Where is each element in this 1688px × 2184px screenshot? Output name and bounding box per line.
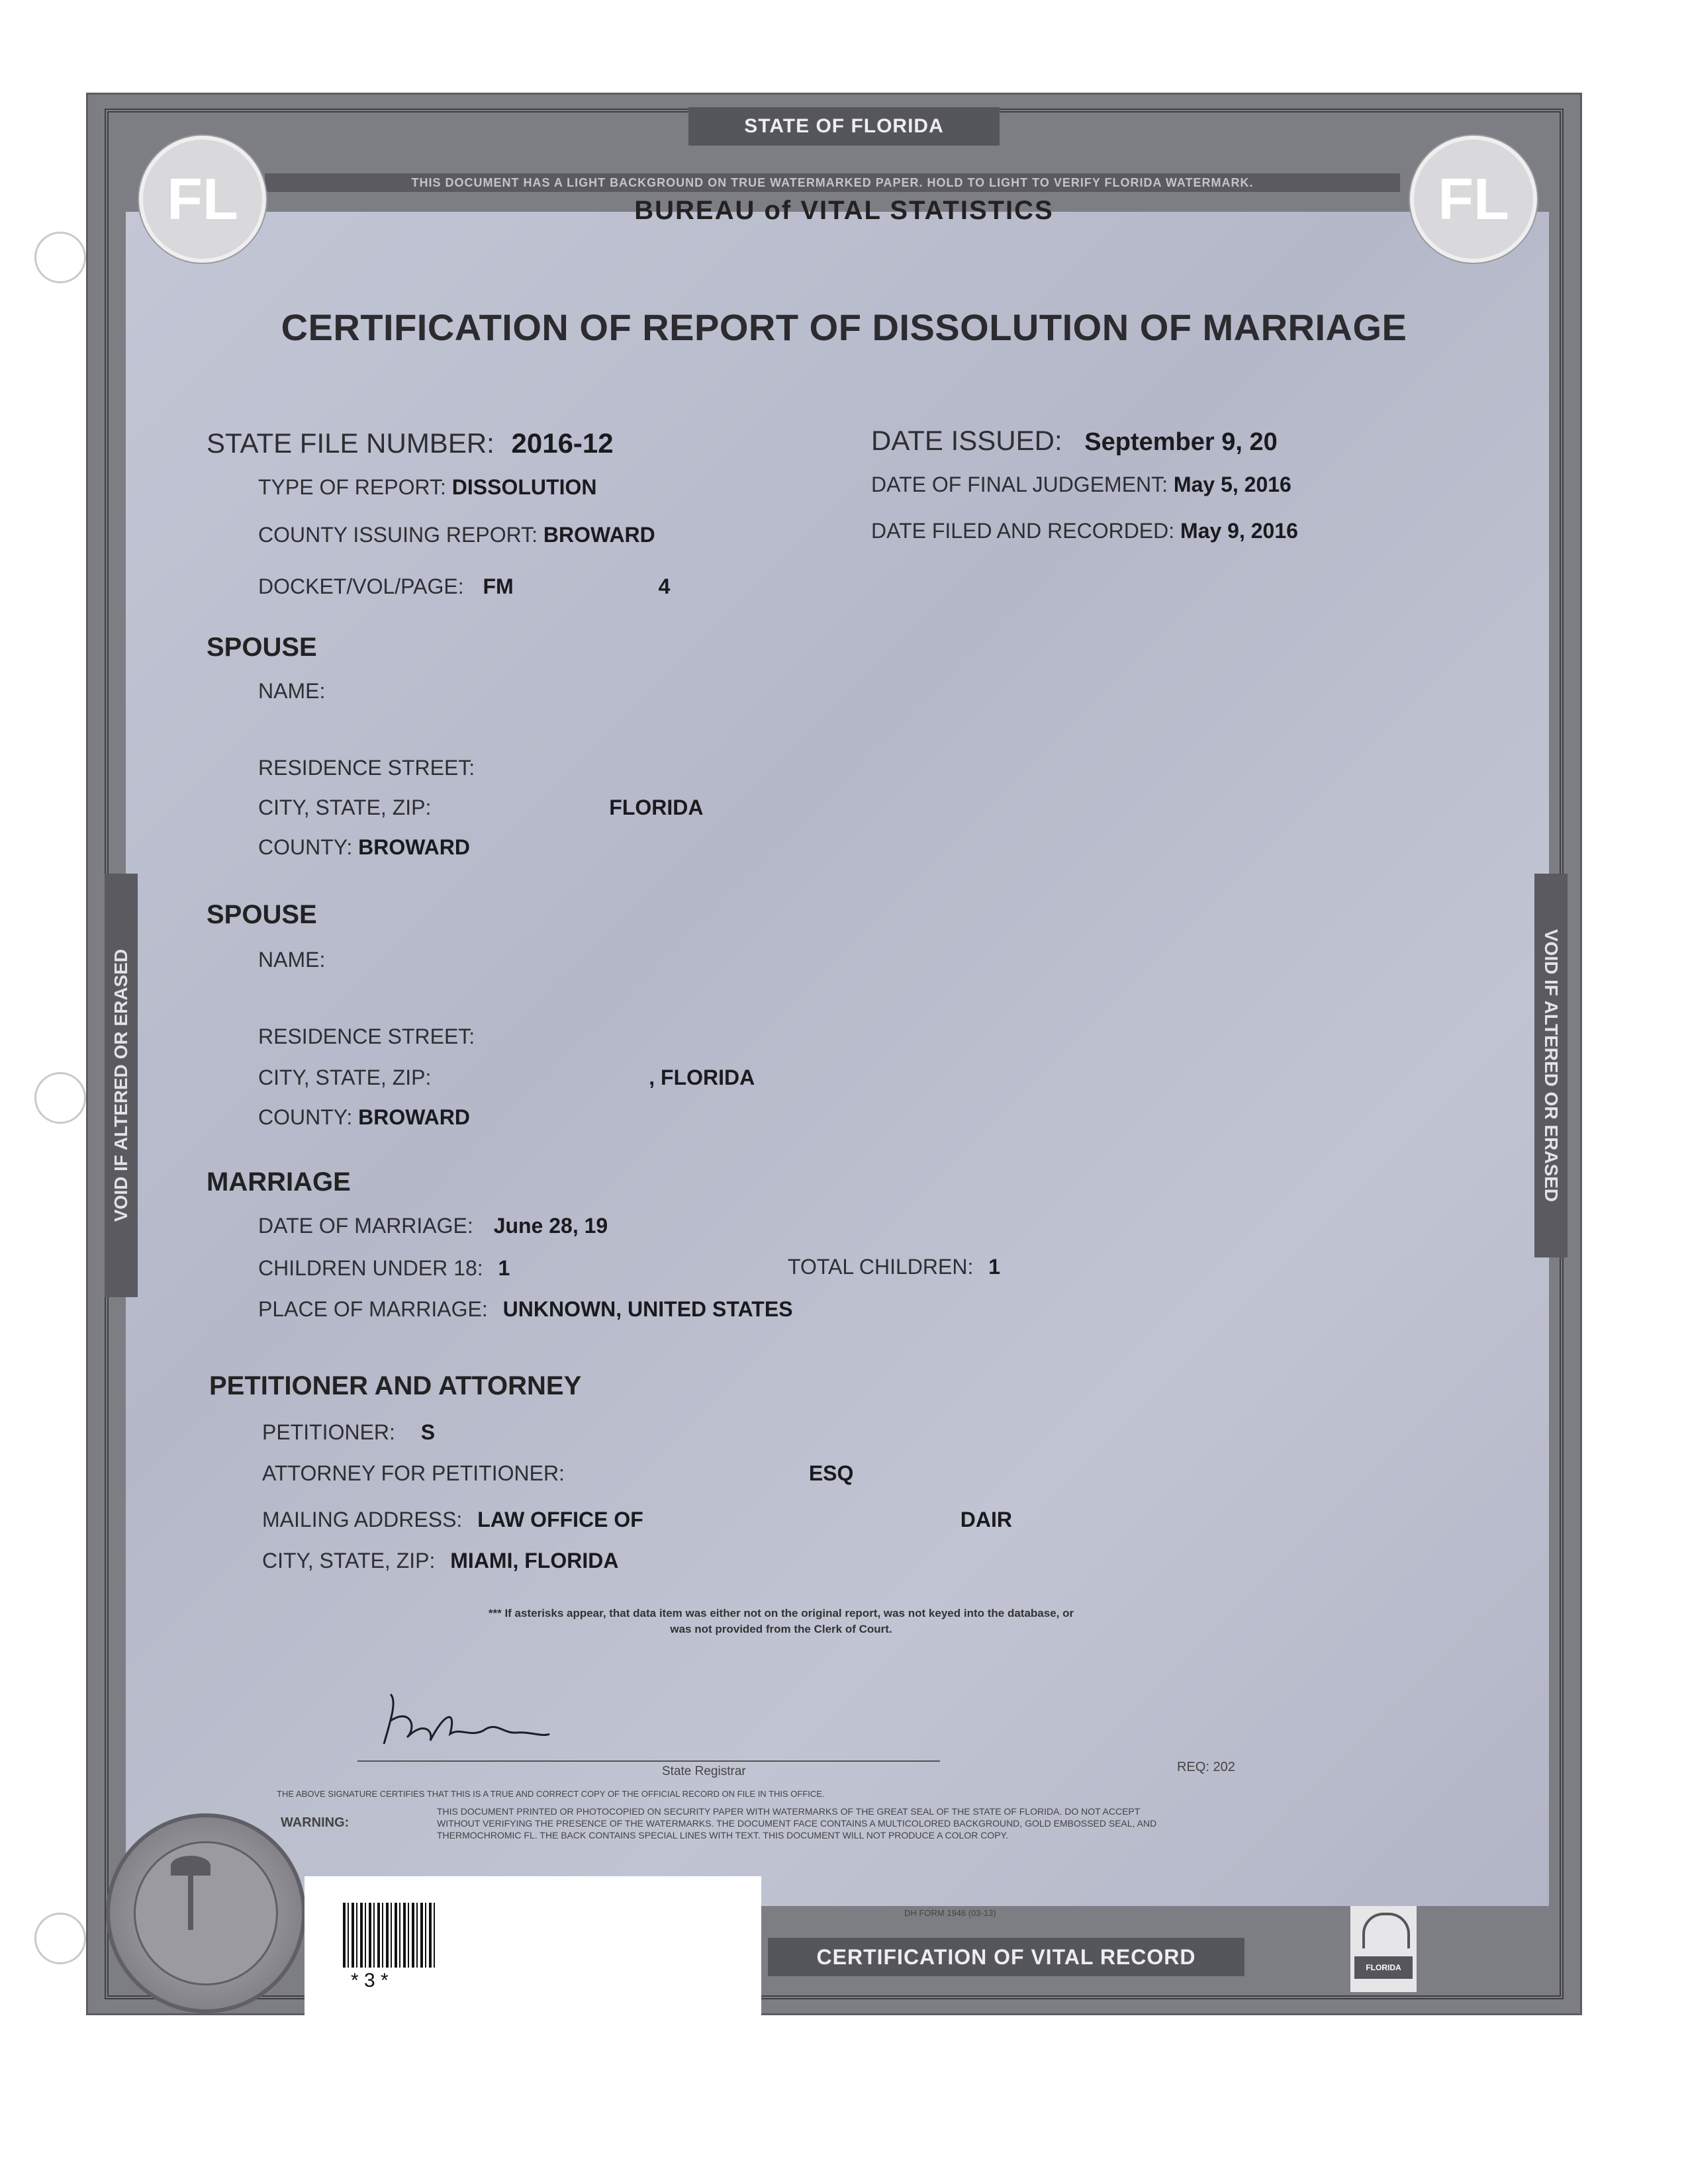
date-issued [871,425,1278,457]
petitioner-city [262,1549,618,1573]
barcode-icon [343,1903,436,1968]
state-seal [106,1813,306,2013]
spouse2-county-label: COUNTY: [258,1105,353,1129]
spouse1-name-label: NAME: [258,679,326,703]
certify-text: THE ABOVE SIGNATURE CERTIFIES THAT THIS IS A TRUE AND CORRECT COPY OF THE OFFICIAL RECORD ON FILE IN THIS OFFICE. [277,1789,825,1799]
children-under-18 [258,1256,510,1281]
state-file-number-value: 2016-12 [511,428,614,459]
warning-label: WARNING: [281,1815,350,1830]
mailing-address [262,1508,1012,1532]
seal-palm-crown [171,1856,211,1876]
spouse1-heading: SPOUSE [207,633,317,662]
spouse1-county [258,835,470,860]
binder-hole-middle [34,1072,86,1124]
spouse1-street-label: RESIDENCE STREET: [258,756,475,780]
spouse2-name-label: NAME: [258,948,326,972]
county-issuing [258,523,655,547]
date-issued-value: September 9, 20 [1084,428,1278,456]
spouse1-city [258,796,703,820]
certificate-paper [126,212,1549,1906]
barcode-text: * 3 * [351,1970,389,1991]
petitioner-label: PETITIONER: [262,1420,395,1444]
footnote [318,1606,1244,1637]
date-filed-label: DATE FILED AND RECORDED: [871,519,1175,543]
date-final-judgement-value: May 5, 2016 [1173,473,1291,496]
date-final-judgement [871,473,1291,497]
footnote-line1: *** If asterisks appear, that data item was either not on the original report, was not keyed into the database, or [488,1607,1074,1619]
attorney-value: ESQ [808,1461,854,1485]
spouse2-city-value: , FLORIDA [649,1066,755,1089]
attorney [262,1461,853,1486]
place-of-marriage-value: UNKNOWN, UNITED STATES [502,1297,793,1321]
spouse2-city [258,1066,755,1090]
attorney-label: ATTORNEY FOR PETITIONER: [262,1461,565,1485]
type-of-report-value: DISSOLUTION [451,475,597,499]
docket-label: DOCKET/VOL/PAGE: [258,574,464,598]
petitioner-city-value: MIAMI, FLORIDA [450,1549,619,1572]
state-file-number-label: STATE FILE NUMBER: [207,428,494,459]
spouse2-city-label: CITY, STATE, ZIP: [258,1066,432,1089]
certification-banner: CERTIFICATION OF VITAL RECORD [768,1938,1244,1976]
fl-seal-right: FL [1410,136,1537,263]
florida-logo-text: FLORIDA [1354,1956,1413,1979]
date-final-judgement-label: DATE OF FINAL JUDGEMENT: [871,473,1168,496]
mailing-address-value: LAW OFFICE OF [477,1508,643,1531]
place-of-marriage [258,1297,793,1322]
watermark-strip: THIS DOCUMENT HAS A LIGHT BACKGROUND ON TRUE WATERMARKED PAPER. HOLD TO LIGHT TO VERIFY FLORIDA WATERMARK. [265,173,1400,192]
petitioner [262,1420,435,1445]
type-of-report [258,475,596,500]
date-of-marriage-value: June 28, 19 [493,1214,608,1238]
mailing-address-label: MAILING ADDRESS: [262,1508,463,1531]
sun-icon [1362,1913,1410,1948]
children-under-18-label: CHILDREN UNDER 18: [258,1256,483,1280]
docket-page: 4 [658,574,671,598]
type-of-report-label: TYPE OF REPORT: [258,475,446,499]
petitioner-heading: PETITIONER AND ATTORNEY [209,1371,582,1400]
signature-line [357,1760,940,1762]
void-band-right-text: VOID IF ALTERED OR ERASED [1541,929,1562,1203]
warning-text: THIS DOCUMENT PRINTED OR PHOTOCOPIED ON SECURITY PAPER WITH WATERMARKS OF THE GREAT SEAL OF THE STATE OF FLORIDA. DO NOT ACCEPT WITHOUT VERIFYING THE PRESENCE OF THE WATERMARKS. THE DOCUMENT FACE CONTAINS A MULTICOLORED BACKGROUND, GOLD EMBOSSED SEAL, AND THERMOCHROMIC FL. THE BACK CONTAINS SPECIAL LINES WITH TEXT. THIS DOCUMENT WILL NOT PRODUCE A COLOR COPY. [437,1806,1157,1841]
state-banner: STATE OF FLORIDA [688,107,1000,146]
form-number: DH FORM 1946 (03-13) [904,1908,996,1918]
docket [258,574,670,599]
date-filed-value: May 9, 2016 [1180,519,1298,543]
void-band-left [105,874,138,1297]
spouse2-county-value: BROWARD [358,1105,470,1129]
spouse1-county-label: COUNTY: [258,835,353,859]
total-children-value: 1 [988,1255,1001,1279]
total-children-label: TOTAL CHILDREN: [788,1255,974,1279]
spouse2-street-label: RESIDENCE STREET: [258,1024,475,1048]
marriage-heading: MARRIAGE [207,1167,351,1197]
mailing-address-value2: DAIR [960,1508,1012,1531]
children-under-18-value: 1 [498,1256,510,1280]
total-children [788,1255,1000,1279]
bureau-heading: BUREAU of VITAL STATISTICS [634,196,1054,225]
state-file-number [207,428,614,459]
county-issuing-label: COUNTY ISSUING REPORT: [258,523,538,547]
binder-hole-bottom [34,1913,86,1964]
petitioner-city-label: CITY, STATE, ZIP: [262,1549,436,1572]
void-band-right [1534,874,1568,1257]
document-title: CERTIFICATION OF REPORT OF DISSOLUTION OF MARRIAGE [281,306,1407,348]
registrar-signature [371,1681,556,1760]
date-of-marriage-label: DATE OF MARRIAGE: [258,1214,473,1238]
place-of-marriage-label: PLACE OF MARRIAGE: [258,1297,488,1321]
void-band-left-text: VOID IF ALTERED OR ERASED [111,948,131,1222]
county-issuing-value: BROWARD [543,523,655,547]
footnote-line2: was not provided from the Clerk of Court. [670,1623,892,1635]
date-filed [871,519,1298,543]
spouse2-county [258,1105,470,1130]
spouse1-city-label: CITY, STATE, ZIP: [258,796,432,819]
req-number: REQ: 202 [1177,1760,1235,1774]
date-of-marriage [258,1214,608,1238]
binder-hole-top [34,232,86,283]
petitioner-value: S [420,1420,436,1444]
fl-seal-left: FL [139,136,266,263]
spouse1-county-value: BROWARD [358,835,470,859]
docket-value: FM [483,574,514,598]
spouse1-city-value: FLORIDA [609,796,704,819]
registrar-title: State Registrar [662,1764,746,1778]
spouse2-heading: SPOUSE [207,900,317,929]
date-issued-label: DATE ISSUED: [871,425,1062,456]
